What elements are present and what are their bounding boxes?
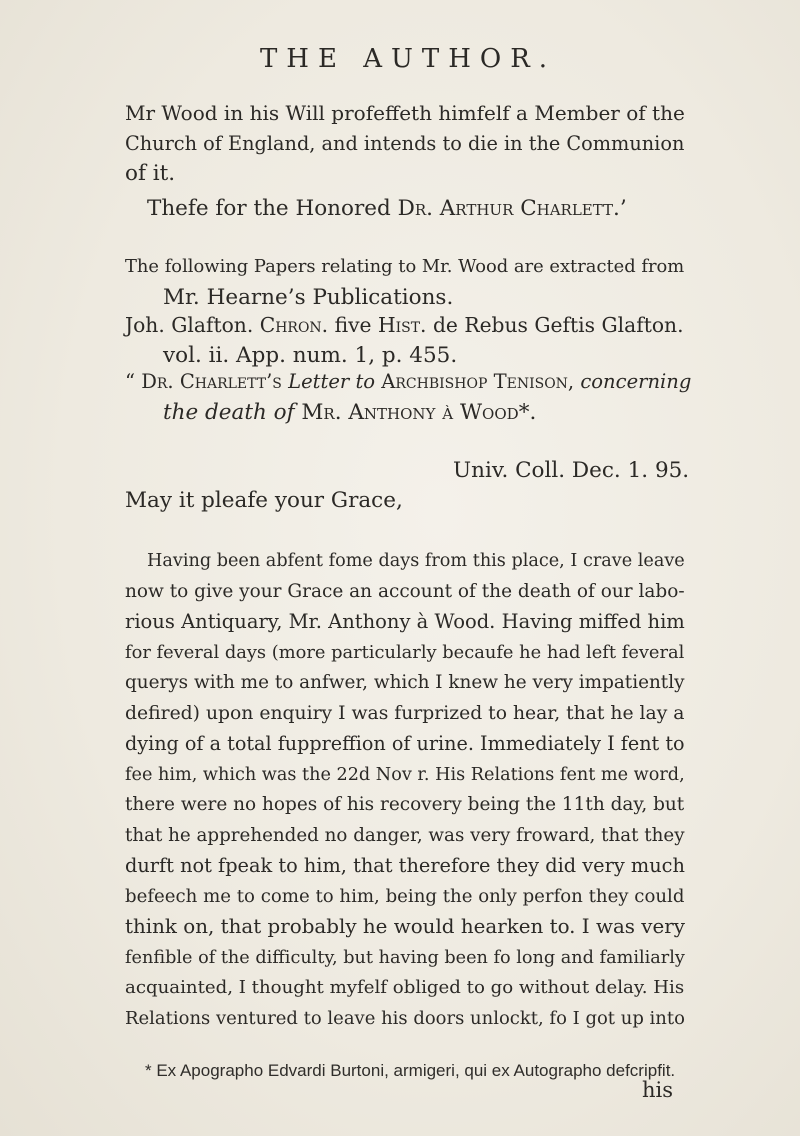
citation-line-2: vol. ii. App. num. 1, p. 455.	[163, 342, 458, 368]
page-header: THE AUTHOR.	[259, 44, 557, 74]
body-line: rious Antiquary, Mr. Anthony à Wood. Having miffed him	[125, 610, 685, 633]
citation	[125, 310, 685, 371]
body-line: that he apprehended no danger, was very froward, that they	[125, 824, 685, 846]
following-line-1: The following Papers relating to Mr. Wood are extracted from	[125, 256, 685, 277]
following-line-2: Mr. Hearne’s Publications.	[163, 284, 454, 310]
footnote-mark: *.	[518, 399, 537, 425]
intro-line-2: Church of England, and intends to die in the Communion	[125, 131, 685, 155]
open-quote: “	[125, 370, 135, 393]
dateline: Univ. Coll. Dec. 1. 95.	[453, 458, 690, 483]
letter-author: Dr. Charlett’s	[141, 370, 282, 393]
body-line: there were no hopes of his recovery being the 11th day, but	[125, 794, 685, 815]
citation-rest: de Rebus Geftis Glafton.	[432, 313, 684, 337]
citation-hist: Hist.	[377, 313, 427, 337]
signoff-prefix: Thefe for the Honored	[147, 196, 391, 221]
body-line: Having been abfent fome days from this place, I crave leave	[147, 551, 685, 571]
letter-title-line-2	[125, 398, 685, 429]
body-line: fenfible of the difficulty, but having been fo long and familiarly	[125, 947, 685, 968]
catchword: his	[642, 1078, 674, 1102]
body-line: befeech me to come to him, being the only perfon they could	[125, 885, 685, 907]
body-line: defired) upon enquiry I was furprized to hear, that he lay a	[125, 702, 685, 724]
letter-subject: Mr. Anthony à Wood	[301, 399, 519, 425]
body-line: querys with me to anfwer, which I knew he very impatiently	[125, 672, 685, 693]
citation-chron: Chron.	[259, 313, 329, 337]
body-line: acquainted, I thought myfelf obliged to go without delay. His	[125, 977, 685, 998]
letter-concerning: concerning	[580, 370, 692, 393]
letter-archbishop: Archbishop Tenison,	[381, 370, 575, 393]
body-line: for feveral days (more particularly becaufe he had left feveral	[125, 641, 685, 663]
following-note	[125, 252, 685, 313]
citation-author: Joh. Glafton.	[125, 313, 254, 337]
letter-to: Letter to	[288, 370, 376, 393]
body-line: dying of a total fuppreffion of urine. Immediately I fent to	[125, 732, 685, 755]
citation-five: five	[334, 313, 372, 337]
body-line: Relations ventured to leave his doors unlockt, fo I got up into	[125, 1007, 685, 1029]
letter-body	[125, 546, 685, 1034]
letter-title-line-1	[125, 367, 692, 398]
footnote: * Ex Apographo Edvardi Burtoni, armigeri, qui ex Autographo defcripfit.	[145, 1061, 676, 1080]
citation-line-1	[125, 310, 685, 341]
body-line: think on, that probably he would hearken to. I was very	[125, 915, 685, 938]
intro-line-3: of it.	[125, 161, 176, 186]
signoff-line	[147, 194, 707, 225]
intro-paragraph	[125, 98, 685, 190]
body-line: now to give your Grace an account of the death of our labo-	[125, 580, 685, 602]
salutation: May it pleafe your Grace,	[125, 488, 403, 513]
letter-title	[125, 367, 692, 428]
body-line: fee him, which was the 22d Nov r. His Relations fent me word,	[125, 764, 685, 785]
intro-line-1: Mr Wood in his Will profeffeth himfelf a Member of the	[125, 101, 685, 125]
body-line: durft not fpeak to him, that therefore they did very much	[125, 854, 685, 877]
letter-death-of: the death of	[163, 399, 295, 425]
signoff-name: Dr. Arthur Charlett.’	[397, 196, 627, 221]
